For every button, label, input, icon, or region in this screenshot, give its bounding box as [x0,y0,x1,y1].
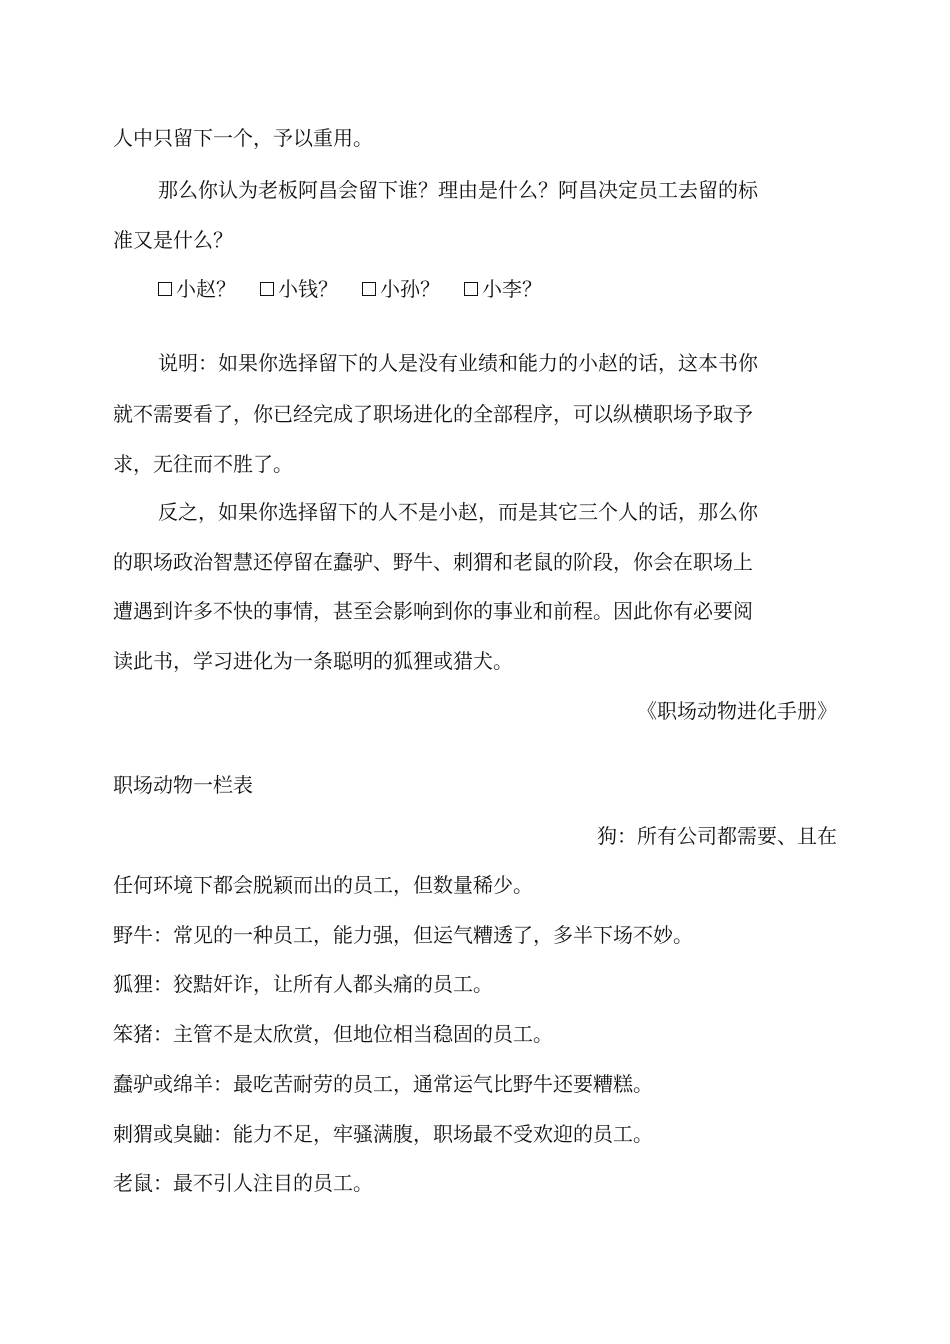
explanation-line-2: 就不需要看了，你已经完成了职场进化的全部程序，可以纵横职场予取予 [113,402,753,426]
checkbox-icon [464,282,478,296]
question-line-2: 准又是什么？ [113,228,233,252]
hedgehog-line: 刺猬或臭鼬：能力不足，牢骚满腹，职场最不受欢迎的员工。 [113,1122,653,1146]
option-sun: 小孙？ [362,276,440,302]
dog-line-2: 任何环境下都会脱颖而出的员工，但数量稀少。 [113,873,533,897]
intro-tail-text: 人中只留下一个，予以重用。 [113,126,373,150]
bison-line: 野牛：常见的一种员工，能力强，但运气糟透了，多半下场不妙。 [113,923,693,947]
fox-line: 狐狸：狡黠奸诈，让所有人都头痛的员工。 [113,972,493,996]
checkbox-icon [158,282,172,296]
contrary-line-4: 读此书，学习进化为一条聪明的狐狸或猎犬。 [113,649,513,673]
contrary-line-3: 遭遇到许多不快的事情，甚至会影响到你的事业和前程。因此你有必要阅 [113,599,753,623]
dog-line-1: 狗：所有公司都需要、且在 [597,824,837,848]
mouse-line: 老鼠：最不引人注目的员工。 [113,1171,373,1195]
option-zhao: 小赵？ [158,276,236,302]
options-row [158,276,882,302]
contrary-line-1: 反之，如果你选择留下的人不是小赵，而是其它三个人的话，那么你 [158,500,758,524]
pig-line: 笨猪：主管不是太欣赏，但地位相当稳固的员工。 [113,1022,553,1046]
explanation-line-1: 说明：如果你选择留下的人是没有业绩和能力的小赵的话，这本书你 [158,351,758,375]
checkbox-icon [362,282,376,296]
option-li: 小李？ [464,276,542,302]
explanation-line-3: 求，无往而不胜了。 [113,452,293,476]
table-heading: 职场动物一栏表 [113,773,253,797]
option-qian: 小钱？ [260,276,338,302]
checkbox-icon [260,282,274,296]
donkey-line: 蠢驴或绵羊：最吃苦耐劳的员工，通常运气比野牛还要糟糕。 [113,1072,653,1096]
book-title: 《职场动物进化手册》 [637,699,837,723]
contrary-line-2: 的职场政治智慧还停留在蠢驴、野牛、刺猬和老鼠的阶段，你会在职场上 [113,550,753,574]
question-line-1: 那么你认为老板阿昌会留下谁？理由是什么？阿昌决定员工去留的标 [158,178,758,202]
